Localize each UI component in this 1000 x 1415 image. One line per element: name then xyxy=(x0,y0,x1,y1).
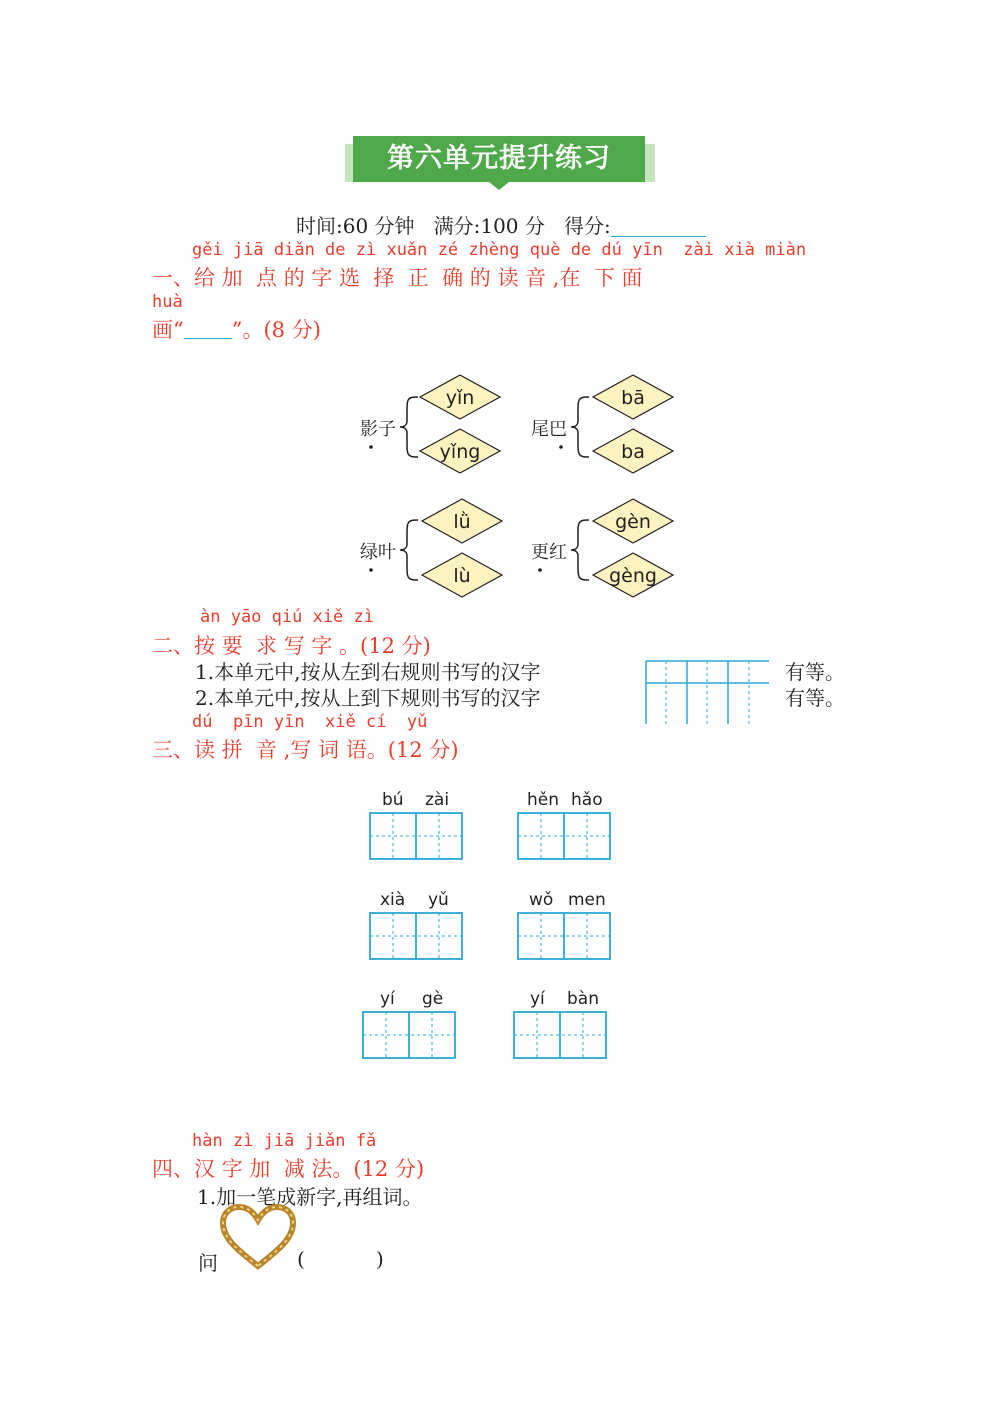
option-2b: ba xyxy=(621,441,645,463)
brace-3 xyxy=(400,520,418,580)
q1-pinyin-2: huà xyxy=(152,292,183,312)
q2-suffix-1: 有等。 xyxy=(785,660,845,684)
q3-item-1-pinyin-b: zài xyxy=(425,790,450,810)
brace-2 xyxy=(571,397,589,457)
grid-yi-ge[interactable] xyxy=(363,1012,455,1058)
word-3: 绿叶 xyxy=(360,542,396,563)
q1-heading-2 xyxy=(152,314,321,344)
word-4-dot xyxy=(538,568,542,572)
q3-item-4-pinyin-a: wǒ xyxy=(529,890,554,910)
q2-line-2: 2.本单元中,按从上到下规则书写的汉字 xyxy=(195,686,541,710)
q3-item-2-pinyin-b: hǎo xyxy=(571,790,603,810)
q1-choice-diagram xyxy=(350,365,690,610)
option-1a: yǐn xyxy=(445,387,475,409)
option-1b: yǐng xyxy=(439,441,481,463)
q3-item-6-pinyin-b: bàn xyxy=(567,989,599,1009)
word-4: 更红 xyxy=(531,542,567,563)
brace-4 xyxy=(571,520,589,580)
option-3a: lǜ xyxy=(453,511,471,533)
heart-icon[interactable] xyxy=(219,1204,297,1270)
q3-item-4-pinyin-b: men xyxy=(568,890,606,910)
page-title: 第六单元提升练习 xyxy=(353,136,645,182)
q3-pinyin: dú pīn yīn xiě cí yǔ xyxy=(192,712,428,732)
q1-heading-2-a: 画“ xyxy=(152,318,184,342)
word-1-dot xyxy=(369,445,373,449)
q3-item-3-pinyin-a: xià xyxy=(380,890,406,910)
word-1: 影子 xyxy=(360,419,396,440)
answer-paren-open: ( xyxy=(297,1247,305,1271)
option-3b: lù xyxy=(453,565,471,587)
q4-pinyin: hàn zì jiā jiǎn fǎ xyxy=(192,1131,377,1151)
q3-item-5-pinyin-b: gè xyxy=(422,989,444,1009)
grid-xia-yu[interactable] xyxy=(370,913,462,959)
time-limit: 时间:60 分钟 xyxy=(296,214,415,238)
word-2-dot xyxy=(559,445,563,449)
q3-item-6-pinyin-a: yí xyxy=(530,989,545,1009)
q3-item-3-pinyin-b: yǔ xyxy=(428,890,449,910)
grid-yi-ban[interactable] xyxy=(514,1012,606,1058)
word-3-dot xyxy=(369,568,373,572)
q3-heading: 三、读 拼 音 ,写 词 语。(12 分) xyxy=(152,738,459,762)
score-label: 得分: xyxy=(563,214,611,238)
q2-pinyin: àn yāo qiú xiě zì xyxy=(200,607,374,627)
q1-heading-2-b: ”。(8 分) xyxy=(231,318,321,342)
option-4b: gèng xyxy=(609,565,657,587)
title-banner xyxy=(345,130,655,190)
word-2: 尾巴 xyxy=(531,419,567,440)
q4-heading: 四、汉 字 加 减 法。(12 分) xyxy=(152,1157,425,1181)
score-blank[interactable] xyxy=(611,216,706,237)
q3-item-2-pinyin-a: hěn xyxy=(527,790,560,810)
grid-hen-hao[interactable] xyxy=(518,813,610,859)
grid-bu-zai[interactable] xyxy=(370,813,462,859)
answer-paren-close: ) xyxy=(376,1247,384,1271)
exam-meta xyxy=(296,210,706,239)
q2-suffix-2: 有等。 xyxy=(785,686,845,710)
q2-heading: 二、按 要 求 写 字 。(12 分) xyxy=(152,634,431,658)
grid-wo-men[interactable] xyxy=(518,913,610,959)
q4-sub-1: 1.加一笔成新字,再组词。 xyxy=(197,1185,423,1209)
q2-writing-grid[interactable] xyxy=(645,660,770,725)
q3-item-5-pinyin-a: yí xyxy=(380,989,395,1009)
underline-sample xyxy=(184,320,232,339)
q3-writing-grids xyxy=(360,810,620,1062)
q1-pinyin: gěi jiā diǎn de zì xuǎn zé zhèng què de dú yīn zài xià miàn xyxy=(192,240,807,260)
option-4a: gèn xyxy=(615,511,651,533)
option-2a: bā xyxy=(621,387,645,409)
q3-item-1-pinyin-a: bú xyxy=(382,790,404,810)
title-banner-notch xyxy=(489,182,509,190)
q4-char: 问 xyxy=(198,1251,218,1275)
q1-heading: 一、给 加 点 的 字 选 择 正 确 的 读 音 ,在 下 面 xyxy=(152,266,643,290)
q2-line-1: 1.本单元中,按从左到右规则书写的汉字 xyxy=(195,660,541,684)
full-score: 满分:100 分 xyxy=(433,214,545,238)
brace-1 xyxy=(400,397,418,457)
